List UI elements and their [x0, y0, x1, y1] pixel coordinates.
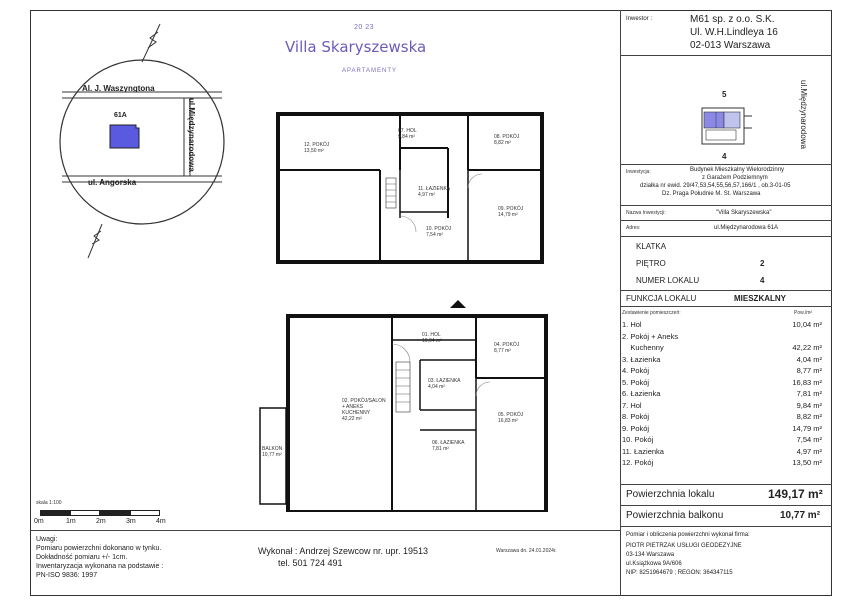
room-area: 8,82 m²	[796, 412, 822, 421]
key-plan-street: ul.Międzynarodowa	[799, 80, 808, 149]
room-name: 11. Łazienka	[622, 446, 664, 456]
room-name: 6. Łazienka	[622, 389, 661, 398]
adres-value: ul.Międzynarodowa 61A	[714, 225, 779, 231]
inwestycja-label: Inwestycja:	[626, 169, 651, 175]
room-label: 04. POKÓJ 8,77 m²	[494, 342, 520, 354]
investor-line2: Ul. W.H.Lindleya 16	[690, 27, 778, 38]
room-label: 06. ŁAZIENKA 7,81 m²	[432, 440, 465, 452]
room-label: 08. POKÓJ 8,82 m²	[494, 134, 520, 146]
room-name: 5. Pokój	[622, 377, 650, 387]
divider	[620, 236, 832, 237]
scale-segment	[70, 510, 100, 516]
scale-label: skala 1:100	[36, 500, 62, 506]
scale-tick: 3m	[126, 518, 136, 525]
investor-line3: 02-013 Warszawa	[690, 40, 771, 51]
key-plan-bottom-number: 4	[722, 152, 727, 161]
pietro-value: 2	[760, 259, 765, 268]
room-area: 7,81 m²	[796, 389, 822, 398]
room-area: 42,22 m²	[792, 343, 822, 352]
divider	[620, 484, 832, 485]
room-name: 4. Pokój	[622, 366, 650, 375]
plot-label: 61A	[114, 112, 127, 119]
nazwa-value: "Villa Skaryszewska"	[716, 210, 772, 216]
surveyor-line4: NIP: 8251964679 ; REGON: 364347115	[626, 570, 733, 576]
balkon-label: Powierzchnia balkonu	[626, 510, 724, 521]
notes-line2: Dokładność pomiaru +/- 1cm.	[36, 554, 128, 561]
lokal-value: 149,17 m²	[768, 487, 823, 501]
numer-label: NUMER LOKALU	[636, 276, 700, 285]
room-area: 9,84 m²	[796, 400, 822, 410]
room-name: Kuchenny	[622, 343, 664, 352]
key-plan	[698, 98, 754, 154]
nazwa-label: Nazwa Inwestycji:	[626, 210, 666, 216]
adres-label: Adres:	[626, 225, 641, 231]
investor-label: Inwestor :	[626, 16, 653, 22]
room-area: 13,50 m²	[792, 458, 822, 467]
surveyor-heading: Pomiar i obliczenia powierzchni wykonał firma:	[626, 532, 750, 538]
scale-tick: 4m	[156, 518, 166, 525]
notes-line3: Inwentaryzacja wykonana na podstawie :	[36, 563, 164, 570]
divider	[620, 164, 832, 165]
room-name: 2. Pokój + Aneks	[622, 331, 679, 341]
author-line2: tel. 501 724 491	[278, 558, 343, 568]
klatka-label: KLATKA	[636, 242, 667, 251]
room-area: 4,04 m²	[796, 354, 822, 364]
lokal-label: Powierzchnia lokalu	[626, 489, 715, 500]
scale-tick: 2m	[96, 518, 106, 525]
location-map	[40, 52, 250, 232]
pietro-label: PIĘTRO	[636, 259, 666, 268]
divider	[620, 205, 832, 206]
room-name: 3. Łazienka	[622, 354, 661, 364]
floorplan-lower	[258, 300, 554, 512]
inwestycja-line2: z Garażem Podziemnym	[702, 175, 768, 181]
room-label: 09. POKÓJ 14,79 m²	[498, 206, 524, 218]
scale-segment	[130, 510, 160, 516]
logo-year: 20 23	[354, 24, 375, 31]
north-arrow-icon	[84, 222, 106, 260]
room-name: 1. Hol	[622, 320, 642, 329]
logo-subtitle: APARTAMENTY	[342, 68, 398, 74]
inwestycja-line1: Budynek Mieszkalny Wielorodzinny	[690, 167, 785, 173]
divider	[620, 55, 832, 56]
rooms-header-left: Zestawienie pomieszczeń:	[622, 310, 681, 316]
divider	[620, 306, 832, 307]
street-right: ul.Międzynarodowa	[187, 98, 196, 172]
room-area: 10,04 m²	[792, 320, 822, 329]
author-line1: Wykonał : Andrzej Szewcow nr. upr. 19513	[258, 546, 429, 556]
scale-tick: 0m	[34, 518, 44, 525]
room-label: 03. ŁAZIENKA 4,04 m²	[428, 378, 461, 390]
room-label: 02. POKÓJ/SALON + ANEKS KUCHENNY 42,22 m²	[342, 398, 386, 422]
divider	[620, 290, 832, 291]
divider	[30, 530, 620, 531]
room-area: 14,79 m²	[792, 423, 822, 433]
author-date: Warszawa dn. 24.01.2024r.	[496, 548, 557, 554]
room-name: 7. Hol	[622, 400, 642, 410]
surveyor-line2: 03-134 Warszawa	[626, 552, 675, 558]
room-label: 07. HOL 9,84 m²	[398, 128, 417, 140]
room-area: 7,54 m²	[796, 435, 822, 444]
room-name: 8. Pokój	[622, 412, 650, 421]
room-label: 12. POKÓJ 13,50 m²	[304, 142, 330, 154]
room-area: 4,97 m²	[796, 446, 822, 456]
key-plan-top-number: 5	[722, 90, 727, 99]
room-label: 10. POKÓJ 7,54 m²	[426, 226, 452, 238]
divider	[620, 220, 832, 221]
street-bottom: ul. Angorska	[88, 178, 137, 187]
titleblock-divider	[620, 10, 621, 596]
numer-value: 4	[760, 276, 765, 285]
investor-line1: M61 sp. z o.o. S.K.	[690, 14, 775, 25]
room-label: BALKON 10,77 m²	[262, 446, 283, 458]
divider	[620, 505, 832, 506]
notes-heading: Uwagi:	[36, 536, 58, 543]
room-label: 05. POKÓJ 16,83 m²	[498, 412, 524, 424]
funkcja-value: MIESZKALNY	[734, 294, 786, 303]
rooms-header-right: Pow./m²	[794, 310, 813, 316]
room-area: 16,83 m²	[792, 377, 822, 387]
notes-line4: PN-ISO 9836: 1997	[36, 572, 98, 579]
funkcja-label: FUNKCJA LOKALU	[626, 294, 697, 303]
room-label: 01. HOL 10,04 m²	[422, 332, 442, 344]
scale-segment	[100, 510, 130, 516]
scale-tick: 1m	[66, 518, 76, 525]
room-label: 11. ŁAZIENKA 4,97 m²	[418, 186, 451, 198]
room-name: 9. Pokój	[622, 423, 650, 433]
scale-segment	[40, 510, 70, 516]
inwestycja-line4: Dz. Praga Południe M. St. Warszawa	[662, 191, 761, 197]
inwestycja-line3: działka nr ewid. 29/47,53,54,55,56,57,166/1 , ob.3-01-05	[640, 183, 791, 189]
surveyor-line3: ul.Książkowa 9A/606	[626, 561, 682, 567]
street-top: Al. J. Waszyngtona	[82, 84, 155, 93]
notes-line1: Pomiaru powierzchni dokonano w tynku.	[36, 545, 162, 552]
logo-title: Villa Skaryszewska	[285, 38, 427, 56]
divider	[620, 526, 832, 527]
room-name: 10. Pokój	[622, 435, 654, 444]
balkon-value: 10,77 m²	[780, 510, 821, 521]
surveyor-line1: PIOTR PIETRZAK USŁUGI GEODEZYJNE	[626, 543, 742, 549]
room-name: 12. Pokój	[622, 458, 654, 467]
room-area: 8,77 m²	[796, 366, 822, 375]
